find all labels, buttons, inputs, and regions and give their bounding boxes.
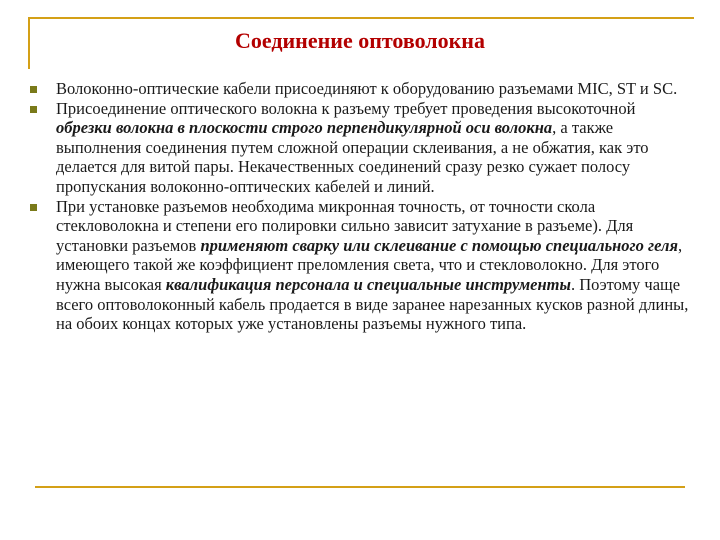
emphasized-text: применяют сварку или склеивание с помощью специального геля: [200, 235, 678, 255]
bullet-item: [30, 99, 690, 197]
top-rule: [28, 17, 694, 19]
square-bullet-icon: [30, 204, 37, 211]
square-bullet-icon: [30, 106, 37, 113]
bullet-text: Присоединение оптического волокна к разъему требует проведения высокоточной: [56, 98, 636, 118]
bullet-text: При установке разъемов необходима микронная точность, от точности скола стекловолокна и степени его полировки сильно зависит затухание в разъеме). Для установки разъемов: [56, 196, 634, 255]
square-bullet-icon: [30, 86, 37, 93]
bullet-text: . Поэтому чаще всего оптоволоконный кабель продается в виде заранее нарезанных кусков разной длины, на обоих концах которых уже установлены разъемы нужного типа.: [56, 274, 689, 334]
slide-title: Соединение оптоволокна: [234, 28, 485, 53]
bullet-text: , имеющего такой же коэффициент преломления света, что и стекловолокно. Для этого нужна высокая: [56, 235, 683, 294]
bullet-text: , а также выполнения соединения путем сложной операции склеивания, а не обжатия, как это делается для витой пары. Некачественных соединений сразу резко сужает полосу пропускания волоконно-оптических кабелей и линий.: [56, 118, 649, 196]
emphasized-text: обрезки волокна в плоскости строго перпендикулярной оси волокна: [56, 118, 553, 138]
bullet-list: [30, 79, 690, 334]
bullet-text: Волоконно-оптические кабели присоединяют к оборудованию разъемами MIC, ST и SC.: [56, 79, 678, 98]
bullet-item: [30, 79, 690, 99]
bullet-item: [30, 197, 690, 334]
bottom-rule: [35, 486, 685, 488]
emphasized-text: квалификация персонала и специальные инструменты: [165, 274, 571, 294]
